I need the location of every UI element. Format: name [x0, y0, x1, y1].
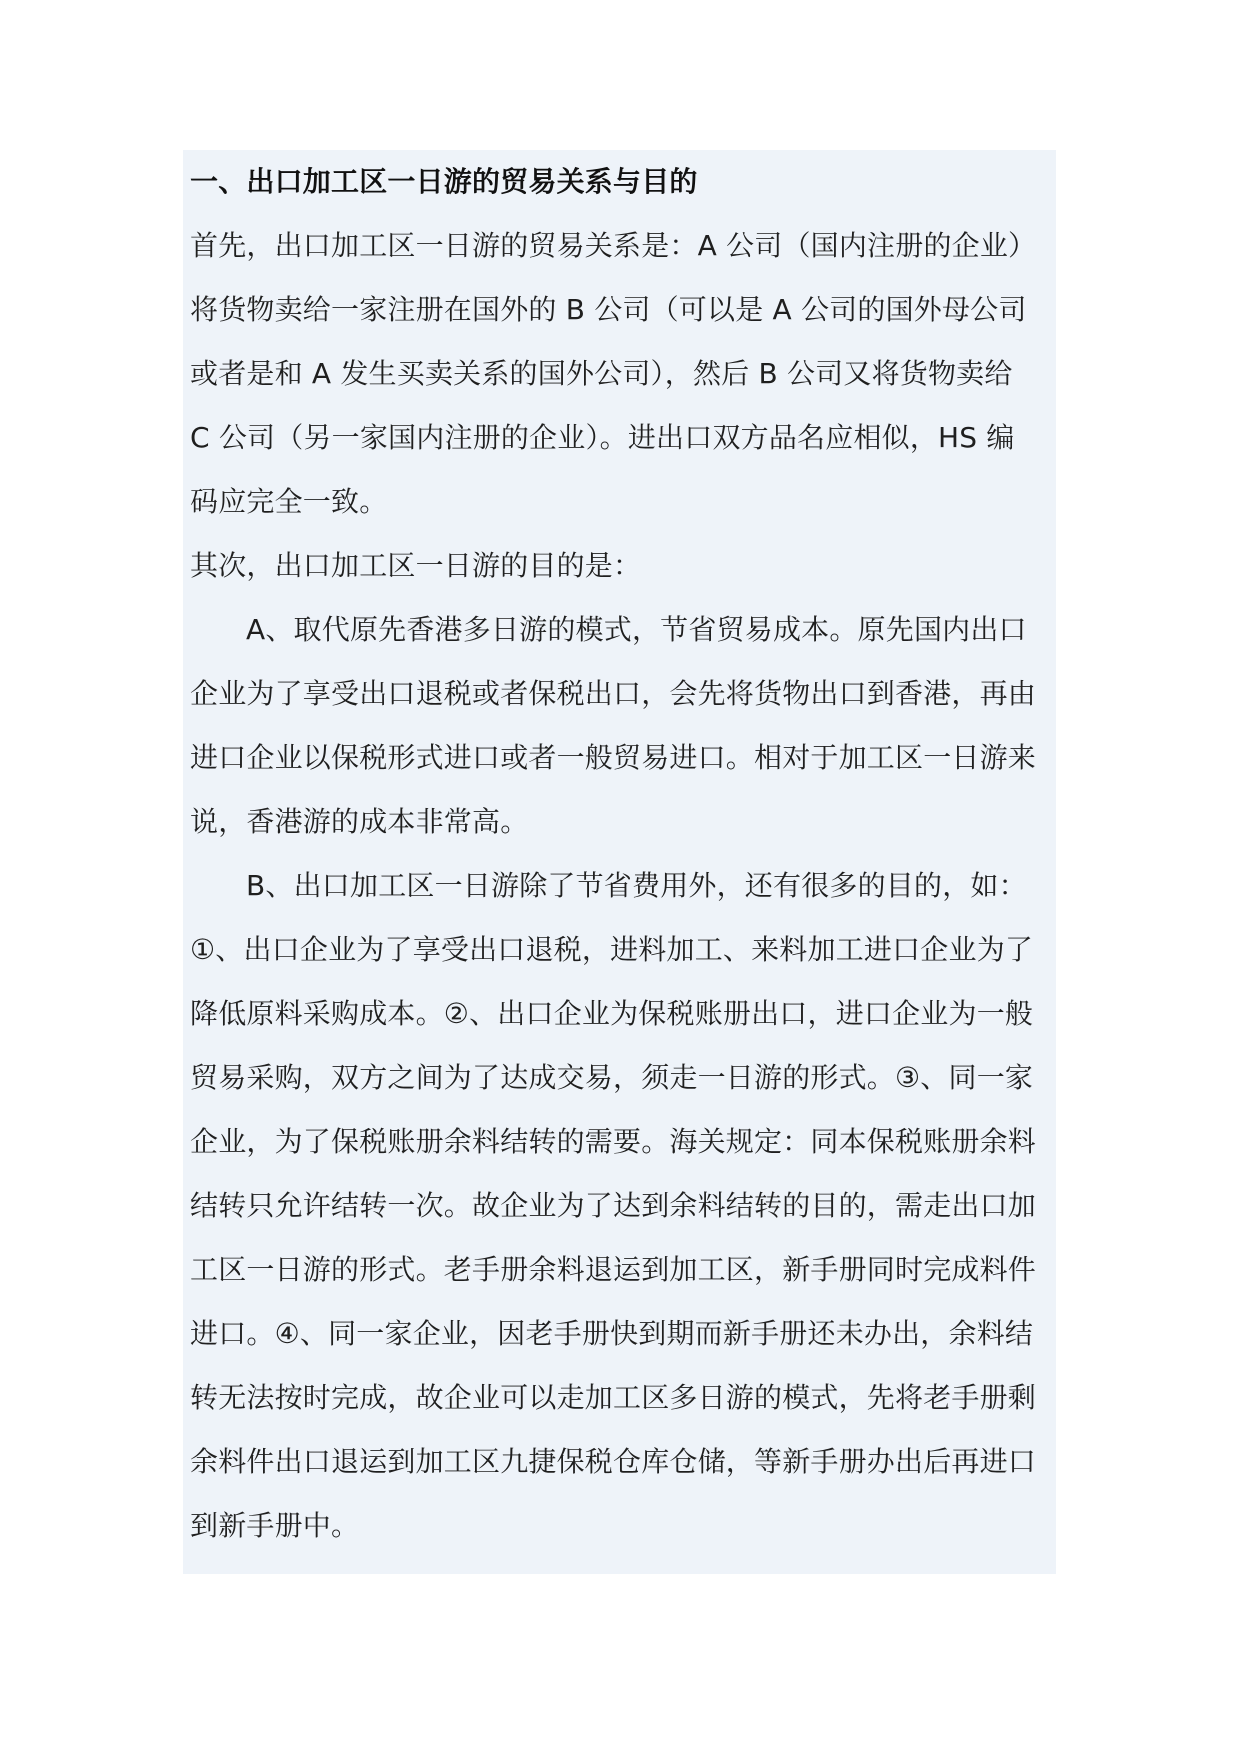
paragraph-line: 企业，为了保税账册余料结转的需要。海关规定：同本保税账册余料: [190, 1125, 1037, 1158]
paragraph-line: C 公司（另一家国内注册的企业）。进出口双方品名应相似，HS 编: [190, 421, 1015, 454]
paragraph-line: A、取代原先香港多日游的模式，节省贸易成本。原先国内出口: [246, 613, 1027, 646]
paragraph-line: 或者是和 A 发生买卖关系的国外公司），然后 B 公司又将货物卖给: [190, 357, 1013, 390]
paragraph-line: ①、出口企业为了享受出口退税，进料加工、来料加工进口企业为了: [190, 933, 1034, 966]
paragraph-line: 进口企业以保税形式进口或者一般贸易进口。相对于加工区一日游来: [190, 741, 1037, 774]
paragraph-line: 结转只允许结转一次。故企业为了达到余料结转的目的，需走出口加: [190, 1189, 1037, 1222]
paragraph-line: 企业为了享受出口退税或者保税出口，会先将货物出口到香港，再由: [190, 677, 1037, 710]
paragraph-line: 贸易采购，双方之间为了达成交易，须走一日游的形式。③、同一家: [190, 1061, 1034, 1094]
paragraph-line: 首先，出口加工区一日游的贸易关系是：A 公司（国内注册的企业）: [190, 229, 1037, 262]
paragraph-line: 工区一日游的形式。老手册余料退运到加工区，新手册同时完成料件: [190, 1253, 1037, 1286]
paragraph-line: 其次，出口加工区一日游的目的是：: [190, 549, 642, 582]
paragraph-line: 余料件出口退运到加工区九捷保税仓库仓储，等新手册办出后再进口: [190, 1445, 1037, 1478]
paragraph-line: B、出口加工区一日游除了节省费用外，还有很多的目的，如：: [246, 869, 1027, 902]
paragraph-line: 码应完全一致。: [190, 485, 388, 518]
paragraph-line: 将货物卖给一家注册在国外的 B 公司（可以是 A 公司的国外母公司: [190, 293, 1027, 326]
paragraph-line: 转无法按时完成，故企业可以走加工区多日游的模式，先将老手册剩: [190, 1381, 1037, 1414]
paragraph-line: 进口。④、同一家企业，因老手册快到期而新手册还未办出，余料结: [190, 1317, 1034, 1350]
paragraph-line: 到新手册中。: [190, 1509, 360, 1542]
section-heading: 一、出口加工区一日游的贸易关系与目的: [190, 165, 698, 198]
paragraph-line: 降低原料采购成本。②、出口企业为保税账册出口，进口企业为一般: [190, 997, 1034, 1030]
paragraph-line: 说，香港游的成本非常高。: [190, 805, 529, 838]
